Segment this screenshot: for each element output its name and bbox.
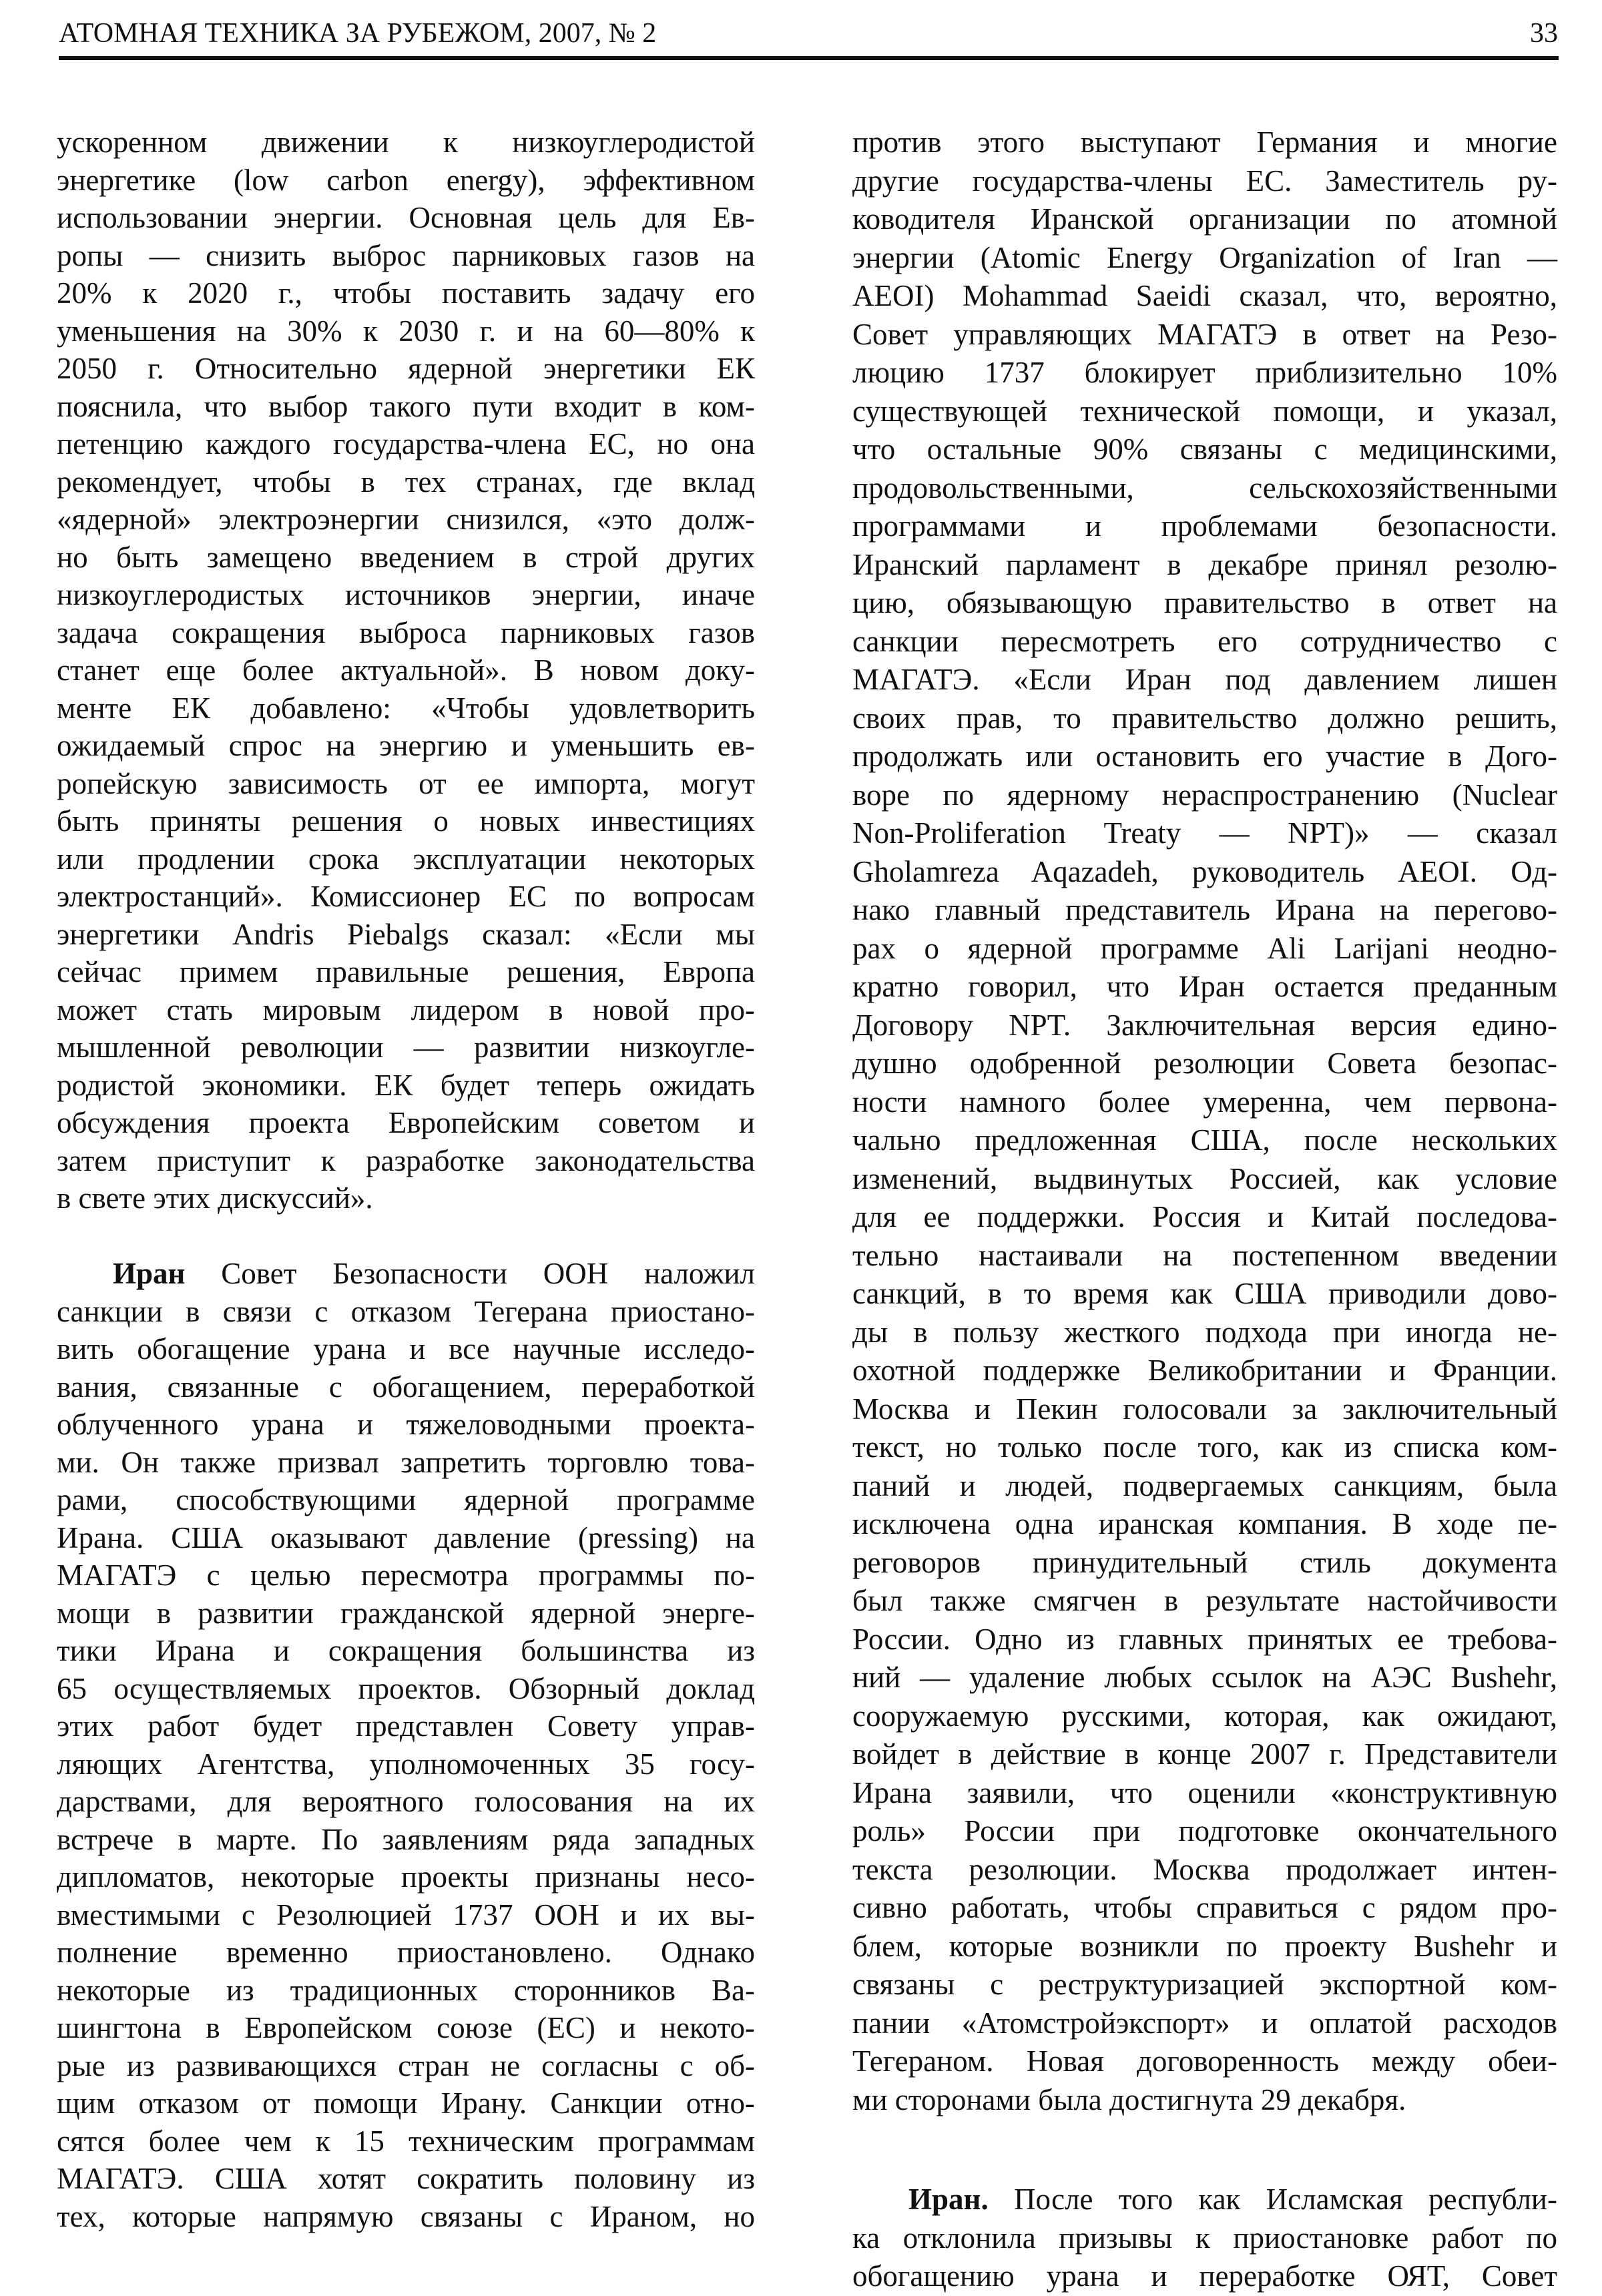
text-line: [57, 388, 755, 426]
line-text: своих прав, то правительство должно решить,: [852, 701, 1557, 735]
line-text: ководителя Иранской организации по атомной: [852, 202, 1557, 236]
text-line: [57, 237, 755, 275]
line-text: обогащению урана и переработке ОЯТ, Совет: [852, 2259, 1557, 2293]
text-line: [57, 878, 755, 916]
line-text: станет еще более актуальной». В новом доку-: [57, 653, 755, 687]
line-text: мощи в развитии гражданской ядерной энерге-: [57, 1596, 755, 1630]
text-line: [57, 199, 755, 237]
text-line: [852, 469, 1557, 508]
text-line: [852, 814, 1557, 853]
text-line: [852, 1121, 1557, 1160]
text-line: [57, 614, 755, 652]
text-line: [852, 1237, 1557, 1275]
text-line: [852, 776, 1557, 815]
text-line: [57, 162, 755, 200]
text-line: [852, 1390, 1557, 1429]
section-lead: Иран: [113, 1257, 186, 1290]
line-text: энергетики Andris Piebalgs сказал: «Если мы: [57, 917, 755, 951]
text-line: [57, 765, 755, 803]
text-line: [852, 1851, 1557, 1890]
text-line: [852, 1889, 1557, 1928]
line-text: Иранский парламент в декабре принял резолю-: [852, 547, 1557, 581]
line-text: ляющих Агентства, уполномоченных 35 госу-: [57, 1747, 755, 1781]
text-line: [852, 1659, 1557, 1697]
line-text: пояснила, что выбор такого пути входит в ком-: [57, 389, 755, 423]
line-text: После того как Исламская республи-: [988, 2183, 1557, 2216]
text-line: [57, 1406, 755, 1444]
section-lead: Иран.: [908, 2183, 989, 2216]
text-line: [57, 802, 755, 840]
line-text: быть приняты решения о новых инвестициях: [57, 804, 755, 838]
text-line: [57, 2009, 755, 2047]
line-text: охотной поддержке Великобритании и Франции.: [852, 1354, 1557, 1387]
line-text: продовольственными, сельскохозяйственными: [852, 471, 1557, 505]
line-text: МАГАТЭ. «Если Иран под давлением лишен: [852, 663, 1557, 696]
line-text: ний — удаление любых ссылок на АЭС Bushehr,: [852, 1661, 1557, 1694]
text-line: [852, 239, 1557, 278]
left-column: [57, 123, 755, 2235]
text-line: [57, 1255, 755, 1293]
line-text: некоторые из традиционных сторонников Ва-: [57, 1973, 755, 2007]
paragraph: [852, 123, 1557, 2119]
text-line: [852, 507, 1557, 546]
line-text: Gholamreza Aqazadeh, руководитель AEOI. Од-: [852, 854, 1557, 888]
text-line: [57, 539, 755, 577]
text-line: [57, 916, 755, 954]
line-text: связаны с реструктуризацией экспортной ком-: [852, 1968, 1557, 2001]
line-text: Non-Proliferation Treaty — NPT)» — сказал: [852, 816, 1557, 850]
line-text: электростанций». Комиссионер ЕС по вопросам: [57, 880, 755, 913]
text-line: [852, 2004, 1557, 2043]
text-line: [57, 1972, 755, 2010]
text-line: [57, 1368, 755, 1406]
line-text: рые из развивающихся стран не согласны с об-: [57, 2048, 755, 2082]
line-text: санкции пересмотреть его сотрудничество с: [852, 624, 1557, 658]
text-line: [57, 312, 755, 350]
line-text: рекомендует, чтобы в тех странах, где вклад: [57, 465, 755, 499]
text-line: [852, 930, 1557, 968]
line-text: энергетике (low carbon energy), эффективном: [57, 163, 755, 197]
line-text: Ирана заявили, что оценили «конструктивную: [852, 1775, 1557, 1809]
line-text: этих работ будет представлен Совету управ-: [57, 1709, 755, 1743]
text-line: [57, 840, 755, 878]
line-text: пании «Атомстройэкспорт» и оплатой расходов: [852, 2006, 1557, 2040]
line-text: люцию 1737 блокирует приблизительно 10%: [852, 356, 1557, 389]
line-text: ми сторонами была достигнута 29 декабря.: [852, 2082, 1406, 2116]
line-text: дарствами, для вероятного голосования на их: [57, 1785, 755, 1818]
line-text: Ирана. США оказывают давление (pressing) на: [57, 1520, 755, 1554]
line-text: рами, способствующими ядерной программе: [57, 1483, 755, 1516]
line-text: МАГАТЭ. США хотят сократить половину из: [57, 2162, 755, 2195]
line-text: петенцию каждого государства-члена ЕС, но она: [57, 427, 755, 461]
text-line: [852, 1083, 1557, 1122]
line-text: или продлении срока эксплуатации некоторых: [57, 842, 755, 876]
text-line: [852, 277, 1557, 316]
text-line: [852, 2181, 1557, 2219]
journal-title: АТОМНАЯ ТЕХНИКА ЗА РУБЕЖОМ, 2007, № 2: [59, 18, 657, 49]
line-text: ропейскую зависимость от ее импорта, могут: [57, 766, 755, 800]
line-text: 2050 г. Относительно ядерной энергетики ЕК: [57, 352, 755, 385]
line-text: для ее поддержки. Россия и Китай последова-: [852, 1200, 1557, 1233]
text-line: [852, 623, 1557, 661]
line-text: сятся более чем к 15 техническим программам: [57, 2124, 755, 2158]
text-line: [852, 354, 1557, 392]
line-text: может стать мировым лидером в новой про-: [57, 992, 755, 1027]
line-text: МАГАТЭ с целью пересмотра программы по-: [57, 1558, 755, 1592]
line-text: задача сокращения выброса парниковых газов: [57, 615, 755, 649]
line-text: родистой экономики. ЕК будет теперь ожидать: [57, 1068, 755, 1102]
line-text: тельно настаивали на постепенном введении: [852, 1238, 1557, 1272]
line-text: энергии (Atomic Energy Organization of Iran —: [852, 240, 1557, 274]
line-text: менте ЕК добавлено: «Чтобы удовлетворить: [57, 691, 755, 725]
text-line: [852, 1275, 1557, 1314]
text-line: [852, 162, 1557, 201]
line-text: кратно говорил, что Иран остается преданным: [852, 970, 1557, 1003]
line-text: текст, но только после того, как из списка ком-: [852, 1430, 1557, 1464]
text-line: [852, 431, 1557, 469]
line-text: душно одобренной резолюции Совета безопас-: [852, 1047, 1557, 1080]
line-text: Договору NPT. Заключительная версия едино-: [852, 1008, 1557, 1042]
paragraph: [852, 2181, 1557, 2296]
text-line: [852, 1045, 1557, 1083]
line-text: встрече в марте. По заявлениям ряда западных: [57, 1822, 755, 1856]
text-line: [57, 1595, 755, 1633]
text-line: [57, 651, 755, 689]
line-text: реговоров принудительный стиль документа: [852, 1545, 1557, 1579]
line-text: вания, связанные с обогащением, переработкой: [57, 1370, 755, 1404]
text-line: [852, 891, 1557, 930]
text-line: [57, 689, 755, 728]
text-line: [852, 1697, 1557, 1736]
text-line: [57, 1519, 755, 1557]
text-line: [57, 1444, 755, 1482]
line-text: санкции в связи с отказом Тегерана приостано-: [57, 1294, 755, 1328]
text-line: [852, 1735, 1557, 1774]
text-line: [57, 501, 755, 539]
text-line: [57, 1330, 755, 1368]
line-text: цию, обязывающую правительство в ответ на: [852, 586, 1557, 619]
text-line: [852, 392, 1557, 431]
line-text: использовании энергии. Основная цель для Ев-: [57, 201, 755, 234]
paragraph: [57, 123, 755, 1217]
paragraph: [57, 1255, 755, 2235]
text-line: [57, 1556, 755, 1595]
running-header: [59, 15, 1558, 52]
line-text: вместимыми с Резолюцией 1737 ООН и их вы-: [57, 1898, 755, 1932]
text-line: [57, 1142, 755, 1180]
text-line: [57, 1821, 755, 1859]
right-column: [852, 123, 1557, 2296]
line-text: в свете этих дискуссий».: [57, 1181, 373, 1215]
text-line: [57, 1067, 755, 1105]
text-line: [852, 853, 1557, 892]
line-text: был также смягчен в результате настойчивости: [852, 1584, 1557, 1617]
line-text: ности намного более умеренна, чем первона-: [852, 1085, 1557, 1119]
line-text: ды в пользу жесткого подхода при иногда не-: [852, 1315, 1557, 1349]
line-text: ропы — снизить выброс парниковых газов на: [57, 238, 755, 272]
text-line: [852, 1467, 1557, 1506]
text-line: [852, 1428, 1557, 1467]
text-line: [852, 2081, 1557, 2120]
header-rule: [59, 56, 1559, 60]
line-text: тики Ирана и сокращения большинства из: [57, 1634, 755, 1667]
text-line: [57, 1104, 755, 1142]
text-line: [852, 1544, 1557, 1583]
line-text: сивно работать, чтобы справиться с рядом про-: [852, 1891, 1557, 1924]
line-text: сейчас примем правильные решения, Европа: [57, 955, 755, 988]
line-text: роль» России при подготовке окончательного: [852, 1814, 1557, 1847]
text-line: [57, 1632, 755, 1670]
text-line: [57, 1745, 755, 1783]
text-line: [57, 1896, 755, 1934]
line-text: но быть замещено введением в строй других: [57, 540, 755, 574]
text-line: [852, 123, 1557, 162]
text-line: [852, 2042, 1557, 2081]
text-line: [852, 1314, 1557, 1352]
line-text: продолжать или остановить его участие в Дого-: [852, 740, 1557, 773]
line-text: «ядерной» электроэнергии снизился, «это долж-: [57, 503, 755, 536]
line-text: AEOI) Mohammad Saeidi сказал, что, вероятно,: [852, 279, 1557, 312]
text-line: [57, 1670, 755, 1708]
text-line: [852, 1505, 1557, 1544]
text-line: [57, 274, 755, 312]
text-line: [852, 2219, 1557, 2258]
line-text: Тегераном. Новая договоренность между обеи-: [852, 2044, 1557, 2078]
line-text: программами и проблемами безопасности.: [852, 509, 1557, 543]
text-line: [852, 661, 1557, 699]
line-text: затем приступит к разработке законодательства: [57, 1143, 755, 1177]
line-text: нако главный представитель Ирана на перегово-: [852, 893, 1557, 926]
line-text: низкоуглеродистых источников энергии, иначе: [57, 578, 755, 611]
text-line: [852, 1582, 1557, 1621]
line-text: санкций, в то время как США приводили дово-: [852, 1277, 1557, 1310]
text-line: [57, 2084, 755, 2122]
line-text: ожидаемый спрос на энергию и уменьшить ев-: [57, 729, 755, 762]
line-text: ми. Он также призвал запретить торговлю това-: [57, 1445, 755, 1479]
line-text: уменьшения на 30% к 2030 г. и на 60—80% к: [57, 314, 755, 348]
text-line: [852, 1774, 1557, 1813]
line-text: ускоренном движении к низкоуглеродистой: [57, 125, 755, 159]
line-text: щим отказом от помощи Ирану. Санкции отно-: [57, 2086, 755, 2120]
line-text: 20% к 2020 г., чтобы поставить задачу его: [57, 276, 755, 310]
text-line: [57, 1481, 755, 1519]
text-line: [57, 463, 755, 501]
line-text: сооружаемую русскими, которая, как ожидают,: [852, 1699, 1557, 1733]
text-line: [57, 123, 755, 162]
text-line: [57, 425, 755, 463]
text-line: [57, 953, 755, 991]
text-line: [57, 991, 755, 1029]
text-line: [57, 1707, 755, 1745]
line-text: России. Одно из главных принятых ее требова-: [852, 1622, 1557, 1656]
line-text: воре по ядерному нераспространению (Nuclear: [852, 778, 1557, 812]
line-text: облученного урана и тяжеловодными проекта-: [57, 1408, 755, 1441]
line-text: чально предложенная США, после нескольких: [852, 1123, 1557, 1157]
line-text: Москва и Пекин голосовали за заключительный: [852, 1392, 1557, 1426]
text-line: [57, 1934, 755, 1972]
text-line: [852, 2257, 1557, 2296]
line-text: войдет в действие в конце 2007 г. Представители: [852, 1737, 1557, 1771]
line-text: изменений, выдвинутых Россией, как условие: [852, 1161, 1557, 1195]
text-line: [852, 1966, 1557, 2004]
text-line: [57, 1029, 755, 1067]
line-text: другие государства-члены ЕС. Заместитель ру-: [852, 164, 1557, 198]
text-line: [57, 2198, 755, 2236]
text-line: [852, 1160, 1557, 1199]
text-line: [57, 1179, 755, 1217]
text-line: [852, 1352, 1557, 1390]
text-line: [852, 1812, 1557, 1851]
page-number: 33: [1530, 18, 1558, 49]
line-text: тех, которые напрямую связаны с Ираном, но: [57, 2199, 755, 2233]
text-line: [852, 1928, 1557, 1966]
line-text: что остальные 90% связаны с медицинскими,: [852, 433, 1557, 466]
text-line: [57, 1293, 755, 1331]
text-line: [57, 2160, 755, 2198]
line-text: против этого выступают Германия и многие: [852, 125, 1557, 159]
text-line: [852, 584, 1557, 623]
text-line: [852, 1007, 1557, 1045]
line-text: мышленной революции — развитии низкоугле-: [57, 1031, 755, 1064]
line-text: Совет управляющих МАГАТЭ в ответ на Резо-: [852, 317, 1557, 351]
line-text: рах о ядерной программе Ali Larijani неодно-: [852, 931, 1557, 965]
line-text: Совет Безопасности ООН наложил: [185, 1257, 755, 1290]
text-line: [57, 576, 755, 614]
line-text: дипломатов, некоторые проекты признаны несо-: [57, 1860, 755, 1894]
text-line: [852, 546, 1557, 585]
text-line: [852, 738, 1557, 776]
text-line: [57, 1858, 755, 1896]
line-text: полнение временно приостановлено. Однако: [57, 1936, 755, 1969]
text-line: [852, 200, 1557, 239]
text-line: [57, 2122, 755, 2161]
line-text: паний и людей, подвергаемых санкциям, была: [852, 1468, 1557, 1502]
text-line: [57, 2047, 755, 2085]
line-text: шингтона в Европейском союзе (ЕС) и некото-: [57, 2011, 755, 2044]
text-line: [57, 1783, 755, 1821]
line-text: 65 осуществляемых проектов. Обзорный доклад: [57, 1671, 755, 1705]
line-text: текста резолюции. Москва продолжает интен-: [852, 1852, 1557, 1886]
text-line: [57, 727, 755, 765]
text-line: [852, 699, 1557, 738]
line-text: ка отклонила призывы к приостановке работ по: [852, 2221, 1557, 2255]
text-line: [57, 350, 755, 388]
line-text: существующей технической помощи, и указал,: [852, 394, 1557, 428]
line-text: блем, которые возникли по проекту Bushehr и: [852, 1929, 1557, 1963]
line-text: вить обогащение урана и все научные исследо-: [57, 1332, 755, 1366]
line-text: обсуждения проекта Европейским советом и: [57, 1106, 755, 1139]
text-line: [852, 1621, 1557, 1659]
text-line: [852, 968, 1557, 1007]
line-text: исключена одна иранская компания. В ходе пе-: [852, 1507, 1557, 1540]
text-line: [852, 316, 1557, 354]
text-line: [852, 1198, 1557, 1237]
